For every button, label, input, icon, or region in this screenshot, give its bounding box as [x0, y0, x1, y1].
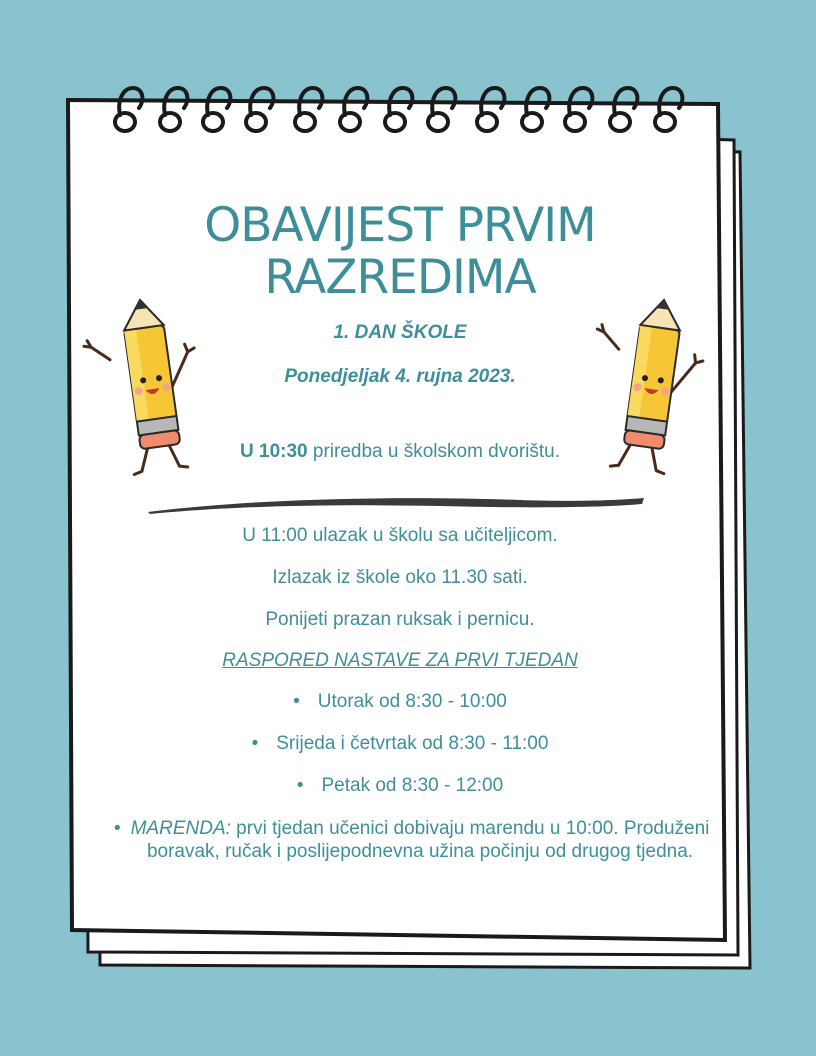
bullet-icon: •	[296, 775, 304, 796]
ceremony-text: priredba u školskom dvorištu.	[307, 441, 560, 462]
schedule-heading: RASPORED NASTAVE ZA PRVI TJEDAN	[222, 650, 578, 671]
entry-line: U 11:00 ulazak u školu sa učiteljicom.	[242, 525, 558, 546]
bullet-icon: •	[293, 691, 300, 712]
bullet-icon: •	[251, 733, 259, 754]
ceremony-line	[80, 441, 720, 463]
marenda-label: MARENDA:	[130, 818, 231, 839]
exit-line: Izlazak iz škole oko 11.30 sati.	[272, 567, 528, 588]
schedule-item-text: Petak od 8:30 - 12:00	[321, 775, 504, 796]
date-line: Ponedjeljak 4. rujna 2023.	[284, 366, 516, 387]
schedule-item-text: Utorak od 8:30 - 10:00	[317, 691, 507, 712]
bullet-icon: •	[114, 818, 121, 839]
page-title	[80, 200, 720, 304]
ceremony-time: U 10:30	[240, 441, 308, 462]
title-line-1: OBAVIJEST PRVIM	[204, 198, 596, 253]
notice-content	[80, 0, 720, 1056]
marenda-note	[114, 817, 720, 863]
title-line-2: RAZREDIMA	[264, 250, 536, 305]
schedule-item	[80, 775, 720, 797]
first-day-heading: 1. DAN ŠKOLE	[333, 322, 467, 343]
schedule-item	[80, 691, 720, 713]
schedule-item-text: Srijeda i četvrtak od 8:30 - 11:00	[276, 733, 549, 754]
marenda-text: prvi tjedan učenici dobivaju marendu u 10:00. Produženi boravak, ručak i poslijepodnevna užina počinju od drugog tjedna.	[146, 818, 710, 862]
schedule-item	[80, 733, 720, 755]
bring-line: Ponijeti prazan ruksak i pernicu.	[265, 609, 535, 630]
